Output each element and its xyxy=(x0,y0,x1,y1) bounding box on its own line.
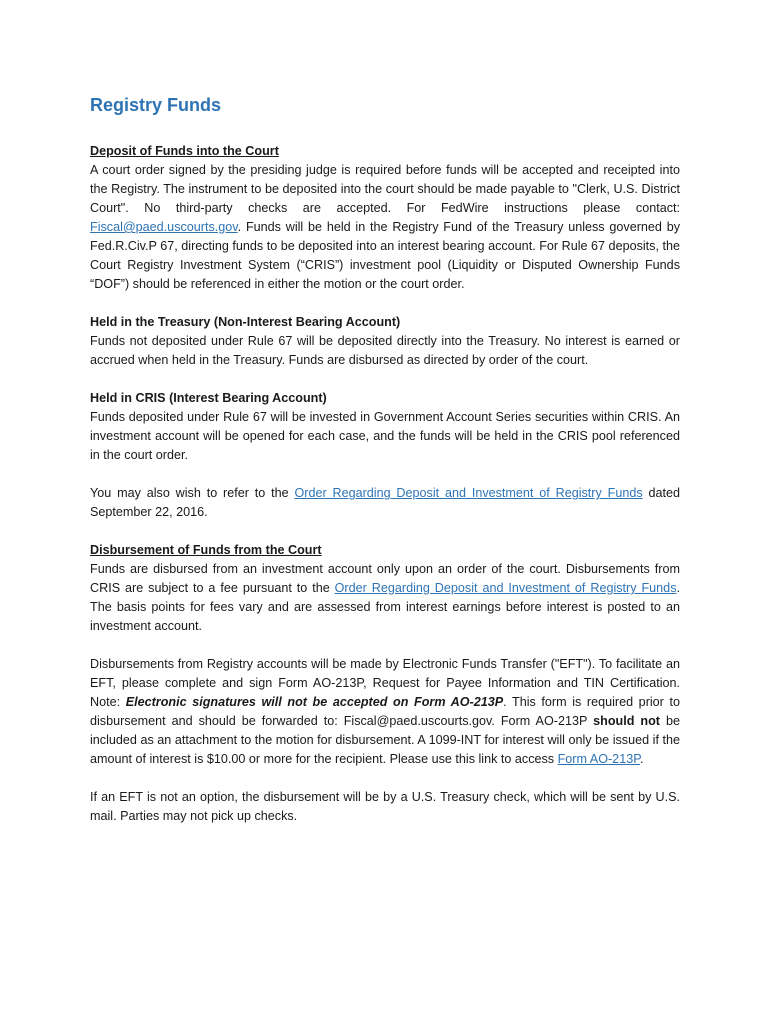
disbursement-paragraph xyxy=(90,560,680,636)
refer-section xyxy=(90,484,680,522)
treasury-section xyxy=(90,313,680,370)
eft-should-not-bold: should not xyxy=(593,714,660,728)
form-ao-213p-link[interactable]: Form AO-213P xyxy=(557,752,640,766)
document-page xyxy=(90,92,680,845)
treasury-heading: Held in the Treasury (Non-Interest Bearing Account) xyxy=(90,315,401,329)
refer-paragraph xyxy=(90,484,680,522)
cris-section xyxy=(90,389,680,465)
order-regarding-deposit-link[interactable]: Order Regarding Deposit and Investment of Registry Funds xyxy=(294,486,643,500)
fiscal-email-link[interactable]: Fiscal@paed.uscourts.gov xyxy=(90,220,238,234)
eft-paragraph xyxy=(90,655,680,769)
deposit-heading: Deposit of Funds into the Court xyxy=(90,144,279,158)
cris-paragraph: Funds deposited under Rule 67 will be invested in Government Account Series securities within CRIS. An investment account will be opened for each case, and the funds will be held in the CRIS pool referenced in the court order. xyxy=(90,410,680,462)
deposit-text-1: A court order signed by the presiding judge is required before funds will be accepted and receipted into the Registry. The instrument to be deposited into the court should be made payable to "Clerk, U.S. District Court". No third-party checks are accepted. For FedWire instructions please contact: xyxy=(90,163,680,215)
treasury-paragraph: Funds not deposited under Rule 67 will be deposited directly into the Treasury. No interest is earned or accrued when held in the Treasury. Funds are disbursed as directed by order of the court. xyxy=(90,334,680,367)
treasury-check-paragraph: If an EFT is not an option, the disbursement will be by a U.S. Treasury check, which will be sent by U.S. mail. Parties may not pick up checks. xyxy=(90,790,680,823)
refer-text-2: dated September 22, 2016. xyxy=(90,486,680,519)
eft-note-bold-italic: Electronic signatures will not be accepted on Form AO-213P xyxy=(125,695,504,709)
eft-section xyxy=(90,655,680,769)
eft-text-1: Disbursements from Registry accounts will be made by Electronic Funds Transfer ("EFT"). To facilitate an EFT, please complete and sign Form AO-213P, Request for Payee Information and TIN Certification. Note: xyxy=(90,657,680,709)
treasury-check-section xyxy=(90,788,680,826)
deposit-paragraph xyxy=(90,161,680,294)
eft-text-3: be included as an attachment to the motion for disbursement. A 1099-INT for interest will only be issued if the amount of interest is $10.00 or more for the recipient. Please use this link to access xyxy=(90,714,680,766)
disbursement-section xyxy=(90,541,680,636)
disbursement-text-2: . The basis points for fees vary and are assessed from interest earnings before interest is posted to an investment account. xyxy=(90,581,680,633)
disbursement-text-1: Funds are disbursed from an investment account only upon an order of the court. Disbursements from CRIS are subject to a fee pursuant to the xyxy=(90,562,680,595)
deposit-text-2: . Funds will be held in the Registry Fund of the Treasury unless governed by Fed.R.Civ.P 67, directing funds to be deposited into an interest bearing account. For Rule 67 deposits, the Court Registry Investment System (“CRIS”) investment pool (Liquidity or Disputed Ownership Funds “DOF”) should be referenced in either the motion or the court order. xyxy=(90,220,680,291)
eft-text-4: . xyxy=(639,752,644,766)
page-title: Registry Funds xyxy=(90,95,222,115)
disbursement-heading: Disbursement of Funds from the Court xyxy=(90,543,322,557)
cris-heading: Held in CRIS (Interest Bearing Account) xyxy=(90,391,327,405)
refer-text-1: You may also wish to refer to the xyxy=(90,486,295,500)
order-regarding-deposit-link-2[interactable]: Order Regarding Deposit and Investment of Registry Funds xyxy=(334,581,677,595)
eft-text-2: . This form is required prior to disbursement and should be forwarded to: Fiscal@paed.uscourts.gov. Form AO-213P xyxy=(90,695,680,728)
deposit-section xyxy=(90,142,680,294)
